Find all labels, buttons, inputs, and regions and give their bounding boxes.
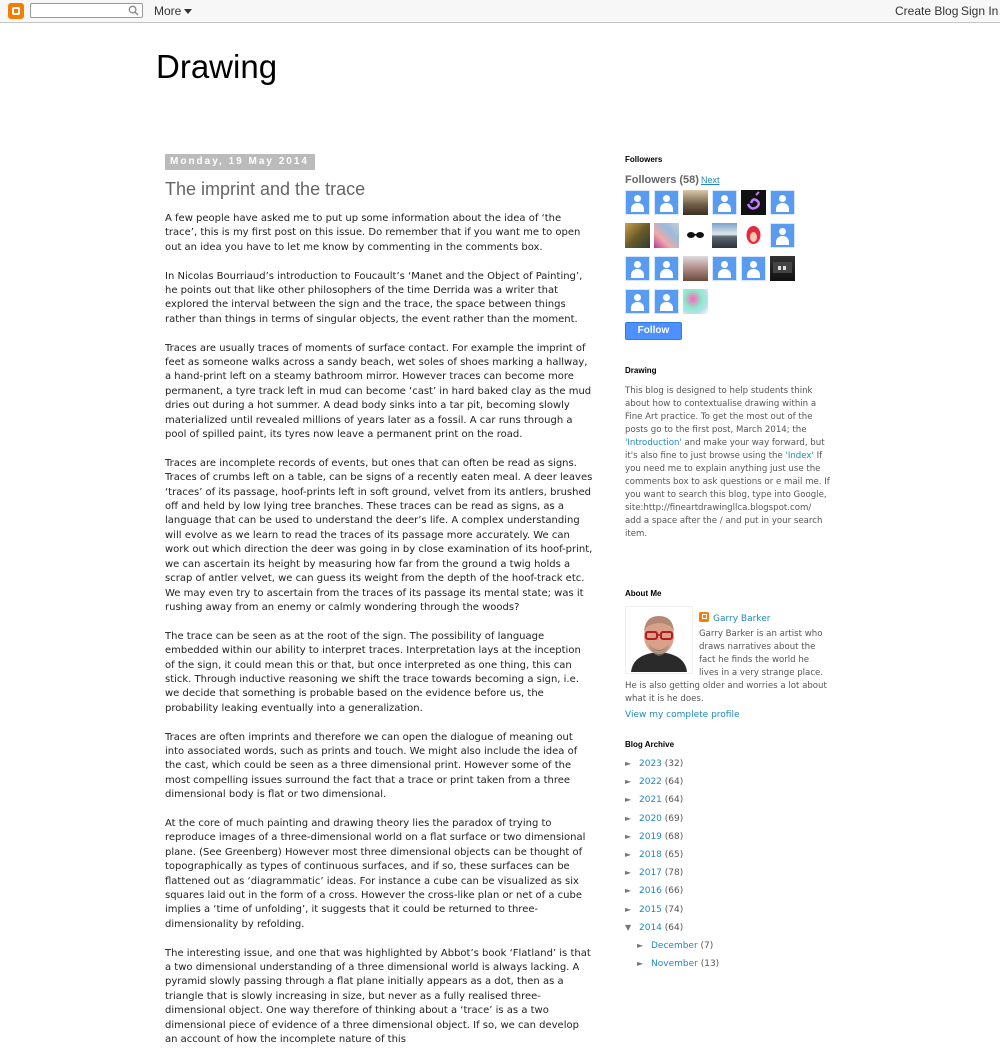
search-icon[interactable] xyxy=(128,5,139,16)
follower-avatar-graphic xyxy=(683,223,708,248)
follower-avatar[interactable] xyxy=(741,223,766,248)
default-avatar-icon[interactable] xyxy=(654,190,679,215)
archive-widget xyxy=(625,740,830,973)
archive-count: (64) xyxy=(664,922,684,933)
followers-next-link[interactable]: Next xyxy=(700,175,720,185)
default-avatar-icon[interactable] xyxy=(625,256,650,281)
avatar xyxy=(627,608,691,672)
description-text-part: If you need me to explain anything just use the comments box to ask questions or e mail me. If you want to search this blog, type into Google, site:http://fineartdrawingllca.blogspot.com/ add a space after the / and put in your search item. xyxy=(625,451,830,539)
archive-year-link[interactable]: 2021 xyxy=(639,795,662,806)
create-blog-link[interactable]: Create Blog xyxy=(895,4,959,18)
followers-title: Followers xyxy=(625,155,663,164)
archive-count: (65) xyxy=(664,849,684,860)
archive-list xyxy=(625,755,830,973)
triangle-right-icon[interactable]: ► xyxy=(625,795,632,805)
archive-month-item xyxy=(625,955,830,973)
more-label: More xyxy=(154,4,182,18)
follower-avatar-graphic xyxy=(741,190,766,215)
description-text xyxy=(625,385,830,541)
blogger-icon xyxy=(699,612,709,622)
archive-year-link[interactable]: 2020 xyxy=(639,813,662,824)
post-paragraph: Traces are incomplete records of events, but ones that can often be read as signs. Traces of crumbs left on a table, can be signs of a recently eaten meal. A deer leaves ‘traces’ of its passage, hoof-prints left in soft ground, velvet from its antlers, brushed off and held by low lying tree branches. These traces can be read as signs, as a language that can be used to understand the deer’s life. A complex understanding will evolve as we learn to read the traces of its passage more accurately. We can work out which direction the deer was going in by close examination of its hoof-print, we can ascertain its height by measuring how far from the ground a twig holds a scrap of antler velvet, we can guess its weight from the depth of the hoof-track etc. We may even try to ascertain from the traces of its passage its mental state; was it rushing away from an enemy or calmly wondering through the woods? xyxy=(165,457,593,613)
archive-year-item xyxy=(625,864,830,882)
follower-avatar[interactable] xyxy=(683,190,708,215)
about-content xyxy=(625,606,830,720)
triangle-right-icon[interactable]: ► xyxy=(637,940,644,950)
default-avatar-icon[interactable] xyxy=(625,289,650,314)
archive-title: Blog Archive xyxy=(625,740,675,749)
post-paragraph: Traces are often imprints and therefore we can open the dialogue of meaning out into associated words, such as prints and touch. We might also include the idea of the cast, which could be seen as a three dimensional print. However some of the most compelling issues surround the fact that a trace or print taken from a three dimensional body is flat or two dimensional. xyxy=(165,731,578,801)
description-text-part: This blog is designed to help students think about how to contextualise drawing within a Fine Art practice. To get the most out of the posts go to the first post, March 2014; the xyxy=(625,386,817,435)
follower-avatar[interactable] xyxy=(625,223,650,248)
triangle-right-icon[interactable]: ► xyxy=(625,868,632,878)
default-avatar-icon[interactable] xyxy=(654,256,679,281)
triangle-right-icon[interactable]: ► xyxy=(625,831,632,841)
archive-month-link[interactable]: December xyxy=(651,940,698,951)
follower-avatar-graphic xyxy=(770,256,795,281)
archive-year-item xyxy=(625,773,830,791)
archive-year-link[interactable]: 2017 xyxy=(639,868,662,879)
more-menu[interactable] xyxy=(154,4,192,18)
post-paragraph: The trace can be seen as at the root of the sign. The possibility of language embedded within our ability to interpret traces. Interpretation lays at the inception of the sign, it could mean this or that, but once interpreted as one thing, this can stick. Through inductive reasoning we shift the trace towards becoming a sign, i.e. we decide that something is probable based on the evidence before us, the probability leaking eventually into a generalization. xyxy=(165,630,581,714)
default-avatar-icon[interactable] xyxy=(741,256,766,281)
default-avatar-icon[interactable] xyxy=(770,223,795,248)
archive-count: (32) xyxy=(664,759,684,769)
follower-avatar[interactable] xyxy=(654,223,679,248)
archive-year-item xyxy=(625,810,830,828)
follower-avatar-grid xyxy=(625,190,830,314)
follower-avatar[interactable] xyxy=(712,223,737,248)
blog-title[interactable]: Drawing xyxy=(156,48,278,85)
blogger-navbar xyxy=(0,0,1000,23)
archive-count: (68) xyxy=(664,831,684,842)
triangle-right-icon[interactable]: ► xyxy=(625,759,632,768)
followers-widget xyxy=(625,155,830,340)
sign-in-link[interactable]: Sign In xyxy=(961,4,999,18)
search-input[interactable] xyxy=(30,3,143,18)
triangle-right-icon[interactable]: ► xyxy=(625,849,632,859)
archive-count: (7) xyxy=(700,940,714,951)
triangle-right-icon[interactable]: ► xyxy=(625,886,632,896)
introduction-link[interactable]: 'Introduction' xyxy=(625,438,682,448)
archive-count: (64) xyxy=(664,777,684,788)
profile-name-link[interactable]: Garry Barker xyxy=(713,614,771,624)
triangle-right-icon[interactable]: ► xyxy=(625,813,632,823)
view-profile-link[interactable]: View my complete profile xyxy=(625,710,740,720)
triangle-right-icon[interactable]: ► xyxy=(637,959,644,969)
sidebar xyxy=(625,155,830,973)
chevron-down-icon xyxy=(184,9,192,14)
post-paragraph: The interesting issue, and one that was highlighted by Abbot’s book ‘Flatland’ is that a two dimensional understanding of a three dimensional world is always lacking. A pyramid slowly passing through a flat plane initially appears as a dot, then as a triangle that is slowly increasing in size, but never as a fully realised three-dimensional object. One way therefore of thinking about a ‘trace’ is as a two dimensional piece of evidence of a three dimensional object. If so, we can develop an account of how the incomplete nature of this xyxy=(165,947,591,1046)
post-date: Monday, 19 May 2014 xyxy=(165,154,315,170)
follower-avatar[interactable] xyxy=(683,289,708,314)
follower-avatar[interactable] xyxy=(683,223,708,248)
blogger-logo-icon[interactable] xyxy=(8,3,24,19)
default-avatar-icon[interactable] xyxy=(712,256,737,281)
about-text: Garry Barker is an artist who draws narratives about the fact he finds the world he lives in a very strange place. He is also getting older and worries a lot about what it is he does. xyxy=(625,629,827,704)
post-title[interactable]: The imprint and the trace xyxy=(165,179,366,199)
archive-year-item xyxy=(625,846,830,864)
description-text-part: and make your way forward, but it's also fine to just browse using the xyxy=(625,438,825,461)
archive-year-item xyxy=(625,919,830,937)
followers-count xyxy=(625,174,830,186)
archive-count: (13) xyxy=(700,959,720,970)
archive-year-link[interactable]: 2023 xyxy=(639,759,662,769)
archive-count: (78) xyxy=(664,868,684,879)
follower-avatar-graphic xyxy=(741,223,766,248)
archive-count: (66) xyxy=(664,886,684,897)
follow-button[interactable]: Follow xyxy=(625,322,682,340)
index-link[interactable]: 'Index' xyxy=(785,451,814,461)
archive-month-link[interactable]: November xyxy=(651,959,698,970)
archive-year-item xyxy=(625,791,830,809)
archive-year-link[interactable]: 2014 xyxy=(639,922,662,933)
post-paragraph: A few people have asked me to put up some information about the idea of ‘the trace’, this is my first post on this issue. Do remember that if you want me to open out an idea you have to let me know by commenting in the comments box. xyxy=(165,213,581,253)
archive-month-item xyxy=(625,937,830,955)
archive-year-link[interactable]: 2015 xyxy=(639,904,662,915)
triangle-right-icon[interactable]: ► xyxy=(625,777,632,787)
followers-count-label: Followers (58) xyxy=(625,174,699,186)
archive-count: (69) xyxy=(664,813,684,824)
triangle-down-icon[interactable]: ▼ xyxy=(625,922,632,932)
archive-year-item xyxy=(625,882,830,900)
default-avatar-icon[interactable] xyxy=(654,289,679,314)
description-title: Drawing xyxy=(625,366,657,375)
default-avatar-icon[interactable] xyxy=(625,190,650,215)
follower-avatar[interactable] xyxy=(683,256,708,281)
post-paragraph: In Nicolas Bourriaud’s introduction to Foucault’s ‘Manet and the Object of Painting’, he points out that like other philosophers of the time Derrida was a writer that explored the interval between the sign and the trace, the space between things rather than things in terms of singular objects, the event rather than the moment. xyxy=(165,270,583,325)
default-avatar-icon[interactable] xyxy=(712,190,737,215)
default-avatar-icon[interactable] xyxy=(770,190,795,215)
archive-year-item xyxy=(625,901,830,919)
archive-count: (64) xyxy=(664,795,684,806)
profile-photo[interactable] xyxy=(625,606,693,674)
post-paragraph: Traces are usually traces of moments of surface contact. For example the imprint of feet as someone walks across a sandy beach, wet soles of shoes marking a hallway, a hand-print left on a steamy bathroom mirror. However traces can become more permanent, a tyre track left in mud can become ‘cast’ in hard baked clay as the mud dries out during a hot summer. A dead body sinks into a tar pit, becoming slowly materialized until revealed millions of years later as a fossil. A car runs through a pool of spilled paint, its tyres now leave a permanent print on the road. xyxy=(165,342,592,441)
triangle-right-icon[interactable]: ► xyxy=(625,904,632,914)
archive-year-link[interactable]: 2016 xyxy=(639,886,662,897)
about-title: About Me xyxy=(625,589,662,598)
archive-year-link[interactable]: 2022 xyxy=(639,777,662,788)
archive-year-link[interactable]: 2019 xyxy=(639,831,662,842)
follower-avatar[interactable] xyxy=(741,190,766,215)
archive-year-link[interactable]: 2018 xyxy=(639,849,662,860)
follower-avatar[interactable] xyxy=(770,256,795,281)
description-widget xyxy=(625,366,830,541)
archive-year-item xyxy=(625,828,830,846)
archive-year-item xyxy=(625,755,830,773)
archive-count: (74) xyxy=(664,904,684,915)
post-paragraph: At the core of much painting and drawing theory lies the paradox of trying to reproduce images of a three-dimensional world on a flat surface or two dimensional plane. (See Greenberg) However most three dimensional objects can be thought of topographically as types of continuous surfaces, and if so, these surfaces can be flattened out as ‘diagrammatic’ ideas. For instance a cube can be visualized as six squares laid out in the form of a cross. However the cross-like plan or net of a cube implies a ‘time of unfolding’, it suggests that it could be returned to three-dimensionality by refolding. xyxy=(165,817,586,930)
post-body xyxy=(165,212,593,1062)
about-widget xyxy=(625,589,830,720)
